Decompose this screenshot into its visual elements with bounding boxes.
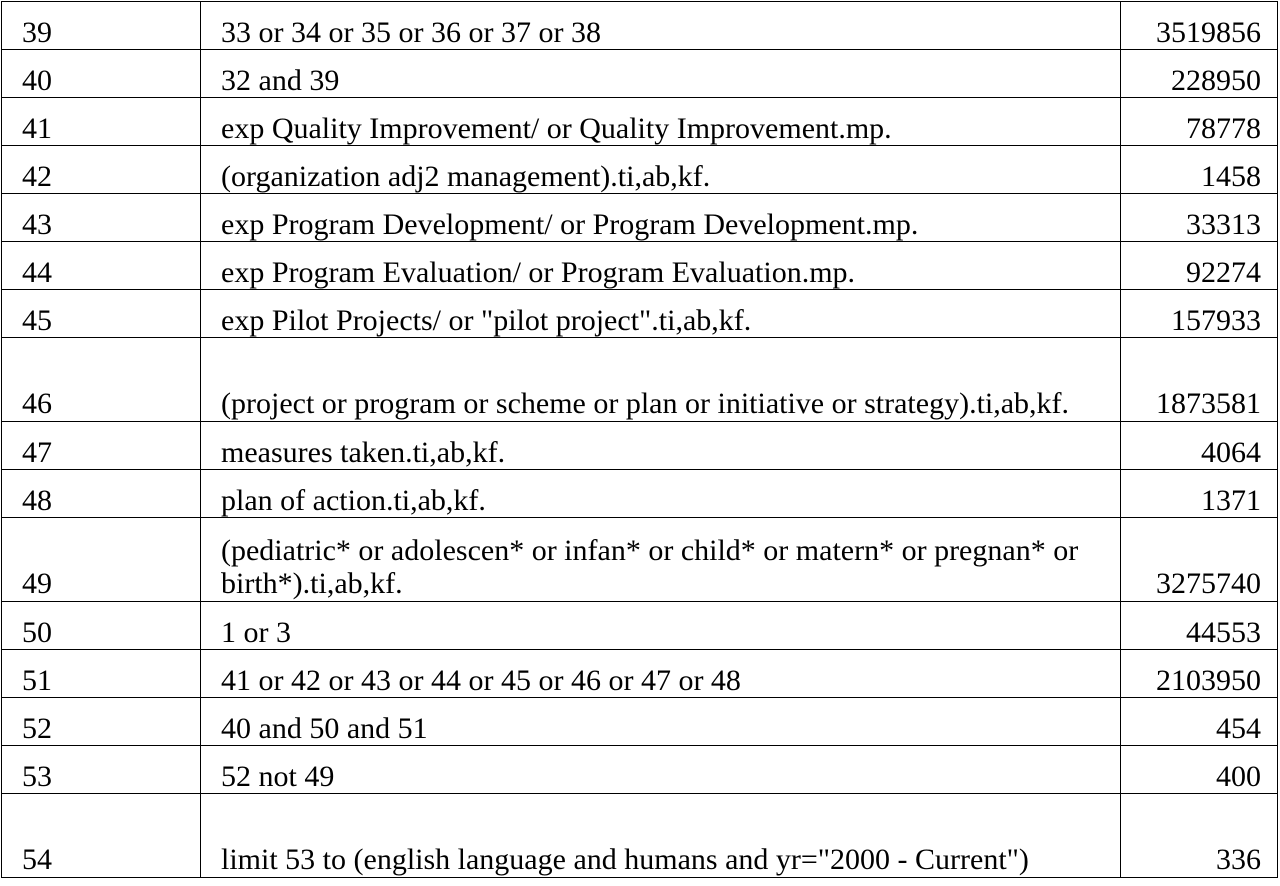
table-row bbox=[2, 290, 1278, 338]
step-number: 49 bbox=[2, 518, 201, 602]
search-query: (organization adj2 management).ti,ab,kf. bbox=[201, 146, 1121, 194]
step-number: 45 bbox=[2, 290, 201, 338]
table-row bbox=[2, 2, 1278, 50]
table-row bbox=[2, 794, 1278, 878]
search-query: exp Program Development/ or Program Development.mp. bbox=[201, 194, 1121, 242]
step-number: 48 bbox=[2, 470, 201, 518]
step-number: 54 bbox=[2, 794, 201, 878]
result-count: 92274 bbox=[1121, 242, 1278, 290]
table-row bbox=[2, 746, 1278, 794]
result-count: 44553 bbox=[1121, 602, 1278, 650]
result-count: 1371 bbox=[1121, 470, 1278, 518]
step-number: 46 bbox=[2, 338, 201, 422]
result-count: 3519856 bbox=[1121, 2, 1278, 50]
search-query: exp Pilot Projects/ or "pilot project".ti,ab,kf. bbox=[201, 290, 1121, 338]
result-count: 454 bbox=[1121, 698, 1278, 746]
result-count: 4064 bbox=[1121, 422, 1278, 470]
result-count: 78778 bbox=[1121, 98, 1278, 146]
search-query: exp Program Evaluation/ or Program Evaluation.mp. bbox=[201, 242, 1121, 290]
search-query: 33 or 34 or 35 or 36 or 37 or 38 bbox=[201, 2, 1121, 50]
search-query: (project or program or scheme or plan or initiative or strategy).ti,ab,kf. bbox=[201, 338, 1121, 422]
table-row bbox=[2, 242, 1278, 290]
search-query: 1 or 3 bbox=[201, 602, 1121, 650]
search-query: (pediatric* or adolescen* or infan* or child* or matern* or pregnan* or birth*).ti,ab,kf. bbox=[201, 518, 1121, 602]
table-row bbox=[2, 146, 1278, 194]
result-count: 1873581 bbox=[1121, 338, 1278, 422]
search-query: measures taken.ti,ab,kf. bbox=[201, 422, 1121, 470]
step-number: 53 bbox=[2, 746, 201, 794]
table-row bbox=[2, 338, 1278, 422]
result-count: 228950 bbox=[1121, 50, 1278, 98]
step-number: 41 bbox=[2, 98, 201, 146]
table-row bbox=[2, 698, 1278, 746]
table-row bbox=[2, 194, 1278, 242]
result-count: 33313 bbox=[1121, 194, 1278, 242]
step-number: 44 bbox=[2, 242, 201, 290]
step-number: 39 bbox=[2, 2, 201, 50]
step-number: 51 bbox=[2, 650, 201, 698]
step-number: 40 bbox=[2, 50, 201, 98]
result-count: 400 bbox=[1121, 746, 1278, 794]
step-number: 47 bbox=[2, 422, 201, 470]
search-query: exp Quality Improvement/ or Quality Improvement.mp. bbox=[201, 98, 1121, 146]
step-number: 50 bbox=[2, 602, 201, 650]
result-count: 336 bbox=[1121, 794, 1278, 878]
table-row bbox=[2, 650, 1278, 698]
search-query: 32 and 39 bbox=[201, 50, 1121, 98]
result-count: 157933 bbox=[1121, 290, 1278, 338]
table-row bbox=[2, 602, 1278, 650]
step-number: 42 bbox=[2, 146, 201, 194]
table-row bbox=[2, 470, 1278, 518]
search-query: plan of action.ti,ab,kf. bbox=[201, 470, 1121, 518]
table-row bbox=[2, 518, 1278, 602]
result-count: 1458 bbox=[1121, 146, 1278, 194]
result-count: 2103950 bbox=[1121, 650, 1278, 698]
table-row bbox=[2, 422, 1278, 470]
result-count: 3275740 bbox=[1121, 518, 1278, 602]
search-query: 52 not 49 bbox=[201, 746, 1121, 794]
search-query: 40 and 50 and 51 bbox=[201, 698, 1121, 746]
step-number: 43 bbox=[2, 194, 201, 242]
search-strategy-table bbox=[1, 1, 1278, 878]
search-query: limit 53 to (english language and humans and yr="2000 - Current") bbox=[201, 794, 1121, 878]
step-number: 52 bbox=[2, 698, 201, 746]
table-row bbox=[2, 98, 1278, 146]
table-row bbox=[2, 50, 1278, 98]
search-query: 41 or 42 or 43 or 44 or 45 or 46 or 47 or 48 bbox=[201, 650, 1121, 698]
